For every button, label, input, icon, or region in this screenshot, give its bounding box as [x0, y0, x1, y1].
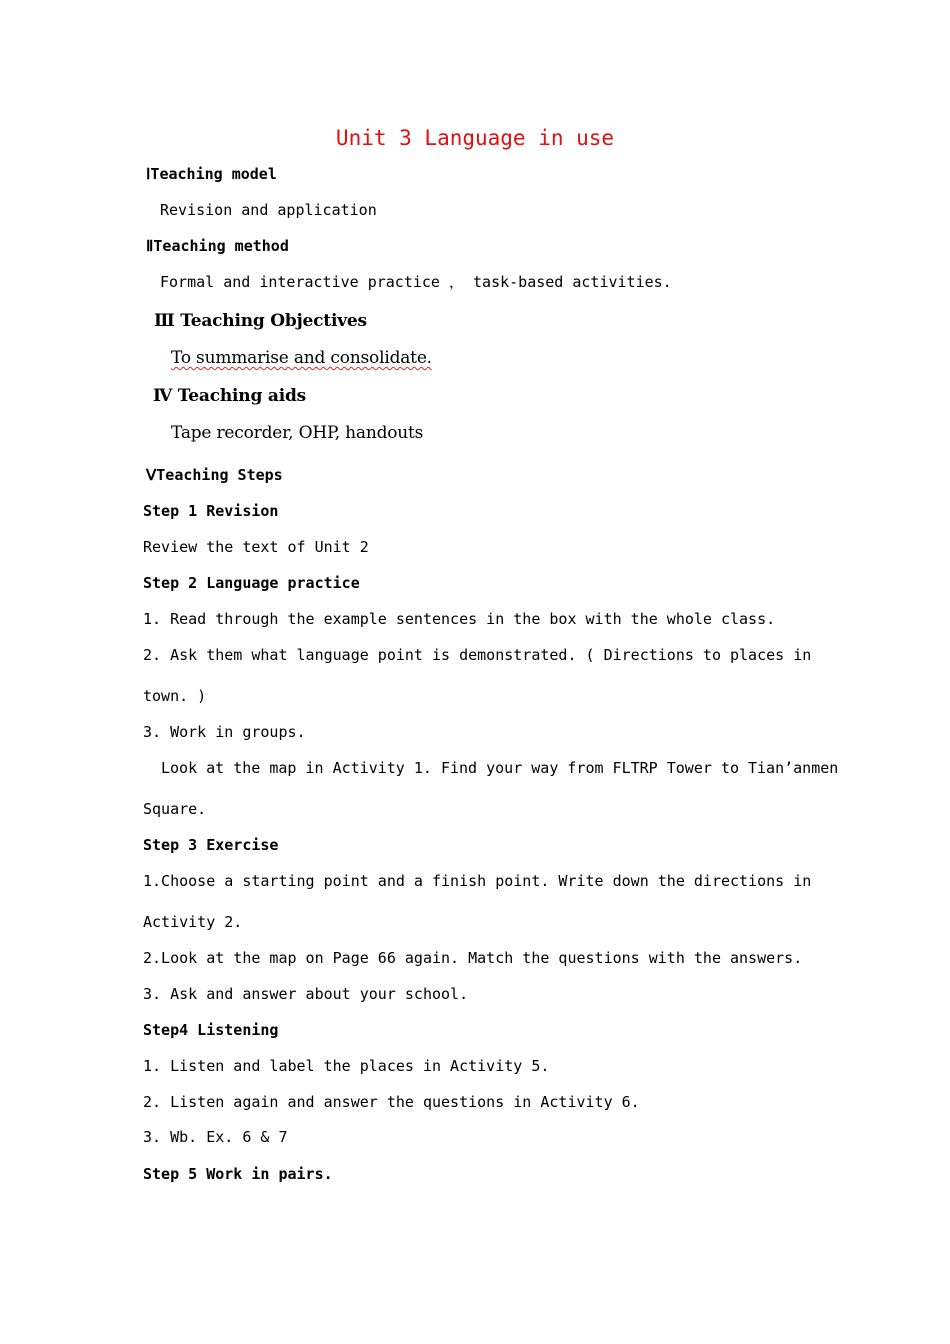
step-heading-exercise: Step 3 Exercise [143, 836, 279, 854]
step2-item-3-line-1: Look at the map in Activity 1. Find your way from FLTRP Tower to Tian’anmen [161, 759, 839, 777]
step-heading-listening: Step4 Listening [143, 1021, 279, 1039]
step2-item-2-line-1: 2. Ask them what language point is demonstrated. ( Directions to places in [143, 646, 812, 664]
step3-item-2: 2.Look at the map on Page 66 again. Match the questions with the answers. [143, 949, 803, 967]
document-title: Unit 3 Language in use [335, 126, 615, 150]
step4-item-3: 3. Wb. Ex. 6 & 7 [143, 1128, 288, 1146]
section-body-teaching-aids: Tape recorder, OHP, handouts [171, 423, 424, 443]
step3-item-1-line-2: Activity 2. [143, 913, 243, 931]
step4-item-2: 2. Listen again and answer the questions in Activity 6. [143, 1093, 640, 1111]
section-heading-teaching-aids: Ⅳ Teaching aids [153, 386, 307, 406]
step-heading-revision: Step 1 Revision [143, 502, 279, 520]
step3-item-1-line-1: 1.Choose a starting point and a finish point. Write down the directions in [143, 872, 812, 890]
step2-item-2-line-2: town. ) [143, 687, 207, 705]
step2-item-1: 1. Read through the example sentences in the box with the whole class. [143, 610, 776, 628]
step-body-revision: Review the text of Unit 2 [143, 538, 369, 556]
section-body-teaching-objectives: To summarise and consolidate. [171, 348, 432, 368]
step2-item-3-line-2: Square. [143, 800, 207, 818]
section-heading-teaching-model: ⅠTeaching model [146, 165, 277, 183]
step2-item-3: 3. Work in groups. [143, 723, 306, 741]
section-heading-teaching-objectives: Ⅲ Teaching Objectives [154, 311, 367, 331]
step-heading-work-in-pairs: Step 5 Work in pairs. [143, 1165, 333, 1183]
step-heading-language-practice: Step 2 Language practice [143, 574, 360, 592]
step3-item-3: 3. Ask and answer about your school. [143, 985, 469, 1003]
section-heading-teaching-steps: ⅤTeaching Steps [146, 466, 283, 484]
section-body-teaching-model: Revision and application [160, 201, 377, 219]
step4-item-1: 1. Listen and label the places in Activity 5. [143, 1057, 550, 1075]
section-body-teaching-method: Formal and interactive practice ， task-based activities. [160, 273, 672, 291]
section-heading-teaching-method: ⅡTeaching method [146, 237, 289, 255]
